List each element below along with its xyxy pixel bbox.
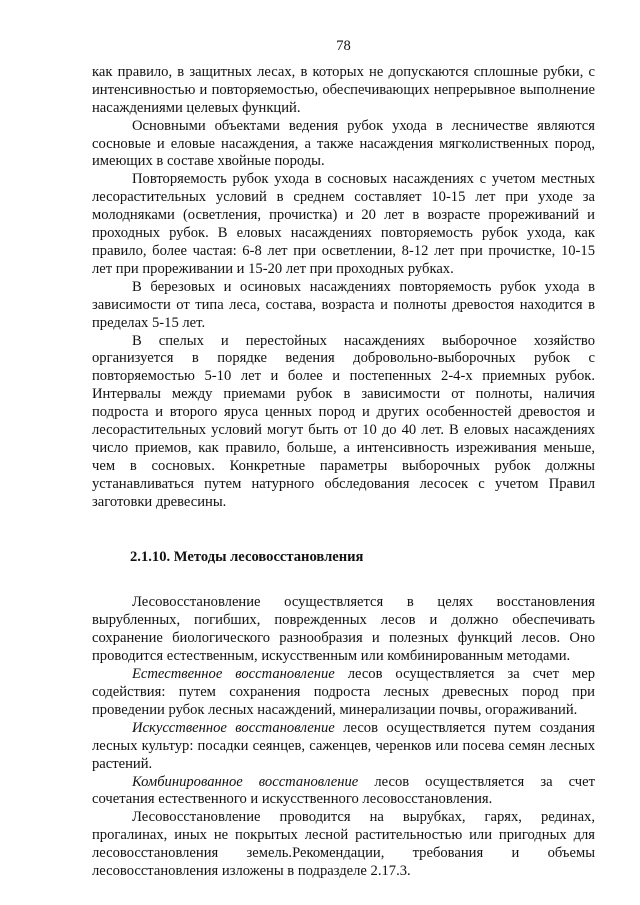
paragraph-artificial-restoration (92, 720, 595, 774)
paragraph-birch-aspen-frequency: В березовых и осиновых насаждениях повторяемость рубок ухода в зависимости от типа леса, состава, возраста и полноты древостоя находится в пределах 5-15 лет. (92, 278, 595, 331)
paragraph-text: Лесовосстановление осуществляется в целях восстановления вырубленных, погибших, поврежденных лесов и должно обеспечивать сохранение биологического разнообразия и полезных функций лесов. Оно проводится естественным, искусственным или комбинированным методами. (92, 594, 595, 665)
document-page (92, 38, 595, 881)
paragraph-selective-felling: В спелых и перестойных насаждениях выборочное хозяйство организуется в порядке ведения добровольно-выборочных рубок с повторяемостью 5-10 лет и более и постепенных 2-4-х приемных рубок. Интервалы между приемами рубок в зависимости от полноты, наличия подроста и второго яруса ценных пород и других особенностей древостоя и лесорастительных условий могут быть от 10 до 40 лет. В еловых насаждениях число приемов, как правило, больше, а интенсивность изреживания меньше, чем в сосновых. Конкретные параметры выборочных рубок должны устанавливаться путем натурного обследования лесосек с учетом Правил заготовки древесины. (92, 332, 595, 510)
paragraph-pine-spruce-frequency: Повторяемость рубок ухода в сосновых насаждениях с учетом местных лесорастительных условий в среднем составляет 10-15 лет при уходе за молодняками (осветления, прочистка) и 20 лет в возрасте прореживаний и проходных рубок. В еловых насаждениях повторяемость рубок ухода, как правило, более частая: 6-8 лет при осветлении, 8-12 лет при прочистке, 10-15 лет при прореживании и 15-20 лет при проходных рубках. (92, 171, 595, 277)
paragraph-text: лесов осуществляется путем создания лесных культур: посадки сеянцев, саженцев, черенков или посева семян лесных растений. (92, 719, 596, 772)
term-combined-restoration: Комбинированное восстановление (132, 773, 359, 790)
paragraph-text: лесов осуществляется за счет мер содействия: путем сохранения подроста лесных древесных пород при проведении рубок лесных насаждений, минерализации почвы, огораживаний. (92, 666, 595, 718)
term-natural-restoration: Естественное восстановление (132, 666, 335, 683)
paragraph-main-objects: Основными объектами ведения рубок ухода в лесничестве являются сосновые и еловые насаждения, а также насаждения мягколиственных пород, имеющих в составе хвойные породы. (92, 117, 595, 170)
paragraph-reforestation-intro (92, 594, 595, 666)
page-number: 78 (336, 38, 351, 54)
paragraph-text: лесов осуществляется за счет сочетания естественного и искусственного лесовосстановления. (92, 773, 595, 808)
paragraph-natural-restoration (92, 666, 595, 720)
section-heading: 2.1.10. Методы лесовосстановления (130, 548, 364, 565)
paragraph-continuation: как правило, в защитных лесах, в которых не допускаются сплошные рубки, с интенсивностью и повторяемостью, обеспечивающих непрерывное выполнение насаждениями целевых функций. (92, 63, 595, 116)
paragraph-reforestation-locations (92, 809, 595, 881)
term-artificial-restoration: Искусственное восстановление (132, 719, 335, 736)
paragraph-text: Лесовосстановление проводится на вырубках, гарях, рединах, прогалинах, иных не покрытых лесной растительностью или пригодных для лесовосстановления земель.Рекомендации, требования и объемы лесовосстановления изложены в подразделе 2.17.3. (92, 809, 595, 880)
paragraph-combined-restoration (92, 774, 595, 810)
